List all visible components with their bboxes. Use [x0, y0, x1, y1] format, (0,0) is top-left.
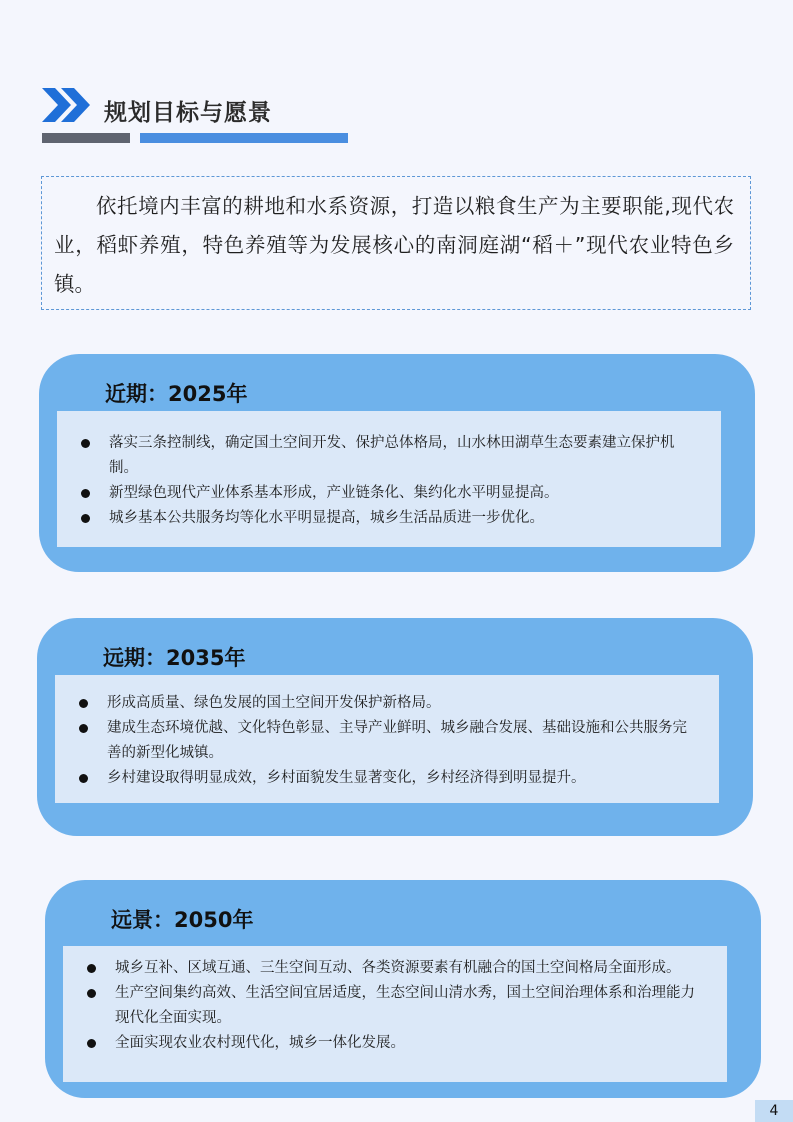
bullet-icon	[79, 699, 88, 708]
list-item: 乡村建设取得明显成效，乡村面貌发生显著变化，乡村经济得到明显提升。	[77, 766, 699, 791]
list-item: 新型绿色现代产业体系基本形成，产业链条化、集约化水平明显提高。	[79, 481, 701, 506]
bullet-icon	[87, 989, 96, 998]
title-underline-gray	[42, 133, 130, 143]
page-title: 规划目标与愿景	[104, 100, 272, 126]
bullet-icon	[81, 489, 90, 498]
list-item: 全面实现农业农村现代化，城乡一体化发展。	[85, 1031, 707, 1056]
title-underline-blue	[140, 133, 348, 143]
section-content	[55, 675, 719, 803]
section-content	[63, 946, 727, 1082]
section-header	[42, 88, 362, 148]
section-card-vision	[45, 880, 761, 1098]
section-title: 近期：2025年	[105, 382, 248, 406]
section-card-near-term	[39, 354, 755, 572]
bullet-icon	[81, 514, 90, 523]
list-item: 城乡基本公共服务均等化水平明显提高，城乡生活品质进一步优化。	[79, 506, 701, 531]
bullet-icon	[79, 724, 88, 733]
list-item: 形成高质量、绿色发展的国土空间开发保护新格局。	[77, 691, 699, 716]
bullet-icon	[79, 774, 88, 783]
bullet-icon	[87, 1039, 96, 1048]
list-item: 落实三条控制线，确定国土空间开发、保护总体格局，山水林田湖草生态要素建立保护机制。	[79, 431, 701, 481]
section-card-long-term	[37, 618, 753, 836]
page-number: 4	[755, 1100, 793, 1122]
section-title: 远期：2035年	[103, 646, 246, 670]
list-item: 建成生态环境优越、文化特色彰显、主导产业鲜明、城乡融合发展、基础设施和公共服务完善的新型化城镇。	[77, 716, 699, 766]
bullet-icon	[81, 439, 90, 448]
intro-paragraph: 依托境内丰富的耕地和水系资源，打造以粮食生产为主要职能,现代农业，稻虾养殖，特色养殖等为发展核心的南洞庭湖“稻＋”现代农业特色乡镇。	[41, 176, 751, 310]
section-content	[57, 411, 721, 547]
bullet-icon	[87, 964, 96, 973]
section-title: 远景：2050年	[111, 908, 254, 932]
double-chevron-right-icon	[42, 88, 94, 122]
list-item: 城乡互补、区域互通、三生空间互动、各类资源要素有机融合的国土空间格局全面形成。	[85, 956, 707, 981]
list-item: 生产空间集约高效、生活空间宜居适度，生态空间山清水秀，国土空间治理体系和治理能力现代化全面实现。	[85, 981, 707, 1031]
